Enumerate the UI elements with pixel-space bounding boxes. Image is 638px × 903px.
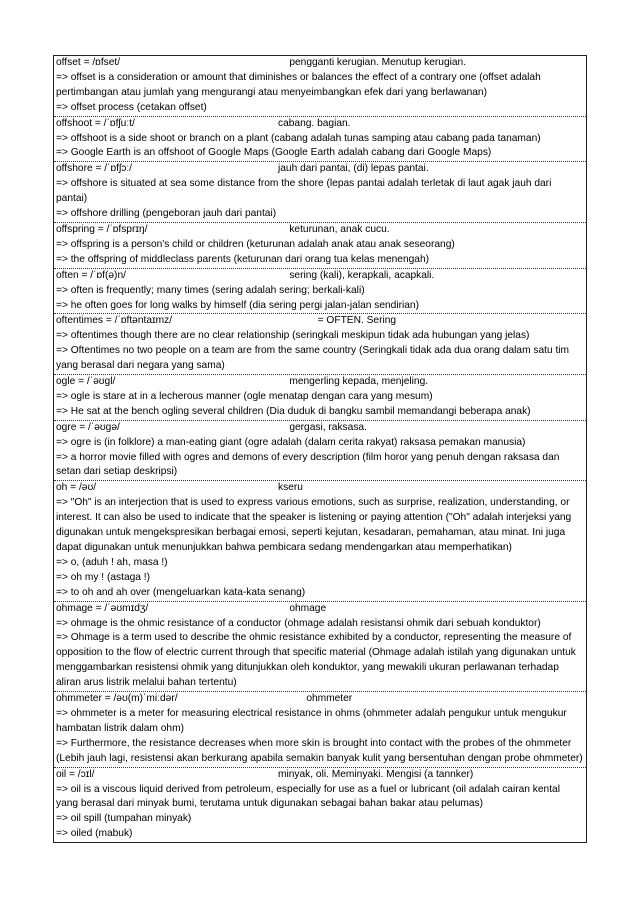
headword-line bbox=[56, 481, 584, 496]
headword-meaning: sering (kali), kerapkali, acapkali. bbox=[289, 269, 435, 281]
headword-line bbox=[56, 768, 584, 783]
example-line: => "Oh" is an interjection that is used to express various emotions, such as surprise, realization, understanding, or interest. It can also be used to indicate that the speaker is listening or paying attention ("Oh" adalah interjeksi yang digunakan untuk mengekspresikan berbagai emosi, seperti kejutan, kesadaran, pemahaman, atau minat. Ini juga dapat digunakan untuk menunjukkan bahwa pembicara sedang mendengarkan atau memperhatikan) bbox=[56, 497, 572, 553]
example-line: => He sat at the bench ogling several children (Dia duduk di bangku sambil memandangi beberapa anak) bbox=[56, 405, 531, 417]
example-line: => often is frequently; many times (sering adalah sering; berkali-kali) bbox=[56, 284, 365, 296]
example-line: => o, (aduh ! ah, masa !) bbox=[56, 556, 168, 568]
example-line: => offset is a consideration or amount that diminishes or balances the effect of a contrary one (offset adalah pertimbangan atau jumlah yang mengurangi atau menyeimbangkan efek dari yang berlawanan) bbox=[56, 71, 541, 98]
example-line: => offshoot is a side shoot or branch on a plant (cabang adalah tunas samping atau cabang pada tanaman) bbox=[56, 132, 541, 144]
dictionary-page bbox=[53, 55, 587, 843]
headword-line bbox=[56, 56, 584, 71]
dictionary-entry bbox=[54, 269, 586, 315]
headword-term: ogre = /ˈəʊgə/ bbox=[56, 421, 120, 433]
example-line: => ogle is stare at in a lecherous manner (ogle menatap dengan cara yang mesum) bbox=[56, 390, 433, 402]
headword-meaning: gergasi, raksasa. bbox=[289, 421, 367, 433]
example-line: => oil is a viscous liquid derived from petroleum, especially for use as a fuel or lubricant (oil adalah cairan kental yang berasal dari minyak bumi, terutama untuk digunakan sebagai bahan bakar atau pelumas) bbox=[56, 783, 560, 810]
dictionary-entry bbox=[54, 314, 586, 375]
example-line: => he often goes for long walks by himself (dia sering pergi jalan-jalan sendirian) bbox=[56, 299, 419, 311]
headword-line bbox=[56, 602, 584, 617]
dictionary-entry bbox=[54, 375, 586, 421]
headword-meaning: ohmage bbox=[289, 602, 327, 614]
dictionary-entry bbox=[54, 162, 586, 223]
example-line: => offset process (cetakan offset) bbox=[56, 101, 207, 113]
example-line: => Furthermore, the resistance decreases when more skin is brought into contact with the probes of the ohmmeter (Lebih jauh lagi, resistensi akan berkurang apabila semakin banyak kulit yang bersentuhan dengan probe ohmmeter) bbox=[56, 737, 583, 764]
headword-line bbox=[56, 223, 584, 238]
headword-meaning: cabang. bagian. bbox=[278, 117, 351, 129]
headword-term: ohmage = /ˈəʊmɪdʒ/ bbox=[56, 602, 149, 614]
example-line: => Oftentimes no two people on a team are from the same country (Seringkali tidak ada dua orang dalam satu tim yang berasal dari negara yang sama) bbox=[56, 345, 570, 372]
example-line: => oiled (mabuk) bbox=[56, 828, 133, 840]
headword-meaning: minyak, oli. Meminyaki. Mengisi (a tannker) bbox=[278, 768, 474, 780]
example-line: => to oh and ah over (mengeluarkan kata-kata senang) bbox=[56, 586, 306, 598]
headword-meaning: keturunan, anak cucu. bbox=[289, 223, 390, 235]
headword-term: oh = /əʊ/ bbox=[56, 482, 97, 494]
dictionary-entry bbox=[54, 56, 586, 117]
dictionary-entry bbox=[54, 117, 586, 163]
headword-meaning: ohmmeter bbox=[306, 693, 353, 705]
headword-term: offshore = /ˈɒfʃɔː/ bbox=[56, 163, 132, 175]
example-line: => offshore is situated at sea some distance from the shore (lepas pantai adalah terletak di laut agak jauh dari pantai) bbox=[56, 178, 552, 205]
headword-term: ohmmeter = /əʊ(m)ˈmiːdər/ bbox=[56, 693, 178, 705]
example-line: => Google Earth is an offshoot of Google Maps (Google Earth adalah cabang dari Google Maps) bbox=[56, 147, 492, 159]
example-line: => oil spill (tumpahan minyak) bbox=[56, 813, 192, 825]
example-line: => offspring is a person's child or children (keturunan adalah anak atau anak seseorang) bbox=[56, 238, 455, 250]
dictionary-entry bbox=[54, 223, 586, 269]
headword-meaning: pengganti kerugian. Menutup kerugian. bbox=[289, 57, 467, 68]
headword-term: offshoot = /ˈɒfʃuːt/ bbox=[56, 117, 135, 129]
dictionary-entry bbox=[54, 481, 586, 601]
headword-meaning: = OFTEN. Sering bbox=[317, 315, 397, 327]
dictionary-entry bbox=[54, 421, 586, 482]
headword-line bbox=[56, 269, 584, 284]
headword-line bbox=[56, 314, 584, 329]
headword-line bbox=[56, 375, 584, 390]
headword-line bbox=[56, 162, 584, 177]
headword-term: oftentimes = /ˈɒftəntaɪmz/ bbox=[56, 315, 173, 327]
example-line: => Ohmage is a term used to describe the ohmic resistance exhibited by a conductor, representing the measure of opposition to the flow of electric current through that specific material (Ohmage adalah istilah yang digunakan untuk menggambarkan resistensi ohmik yang ditunjukkan oleh konduktor, yang mewakili ukuran perlawanan terhadap aliran arus listrik melalui bahan tertentu) bbox=[56, 632, 576, 689]
headword-meaning: mengerling kepada, menjeling. bbox=[289, 376, 429, 388]
headword-line bbox=[56, 692, 584, 707]
headword-term: ogle = /ˈəʊgl/ bbox=[56, 376, 116, 388]
example-line: => ohmage is the ohmic resistance of a conductor (ohmage adalah resistansi ohmik dari sebuah konduktor) bbox=[56, 617, 541, 629]
dictionary-entry bbox=[54, 602, 586, 692]
example-line: => a horror movie filled with ogres and demons of every description (film horor yang penuh dengan raksasa dan setan dari setiap deskripsi) bbox=[56, 451, 560, 478]
headword-line bbox=[56, 421, 584, 436]
example-line: => ogre is (in folklore) a man-eating giant (ogre adalah (dalam cerita rakyat) raksasa pemakan manusia) bbox=[56, 436, 526, 448]
headword-term: offset = /ɒfset/ bbox=[56, 57, 121, 68]
example-line: => oh my ! (astaga !) bbox=[56, 571, 150, 583]
example-line: => oftentimes though there are no clear relationship (seringkali meskipun tidak ada hubungan yang jelas) bbox=[56, 330, 530, 342]
headword-term: often = /ˈɒf(ə)n/ bbox=[56, 269, 126, 281]
dictionary-entry bbox=[54, 768, 586, 843]
headword-line bbox=[56, 117, 584, 132]
headword-meaning: jauh dari pantai, (di) lepas pantai. bbox=[278, 163, 429, 175]
example-line: => the offspring of middleclass parents (keturunan dari orang tua kelas menengah) bbox=[56, 253, 430, 265]
headword-term: offspring = /ˈɒfsprɪŋ/ bbox=[56, 223, 148, 235]
example-line: => ohmmeter is a meter for measuring electrical resistance in ohms (ohmmeter adalah pengukur untuk mengukur hambatan listrik dalam ohm) bbox=[56, 707, 567, 734]
dictionary-entry bbox=[54, 692, 586, 768]
headword-term: oil = /ɔɪl/ bbox=[56, 768, 95, 780]
example-line: => offshore drilling (pengeboran jauh dari pantai) bbox=[56, 208, 277, 220]
headword-meaning: kseru bbox=[278, 482, 303, 494]
